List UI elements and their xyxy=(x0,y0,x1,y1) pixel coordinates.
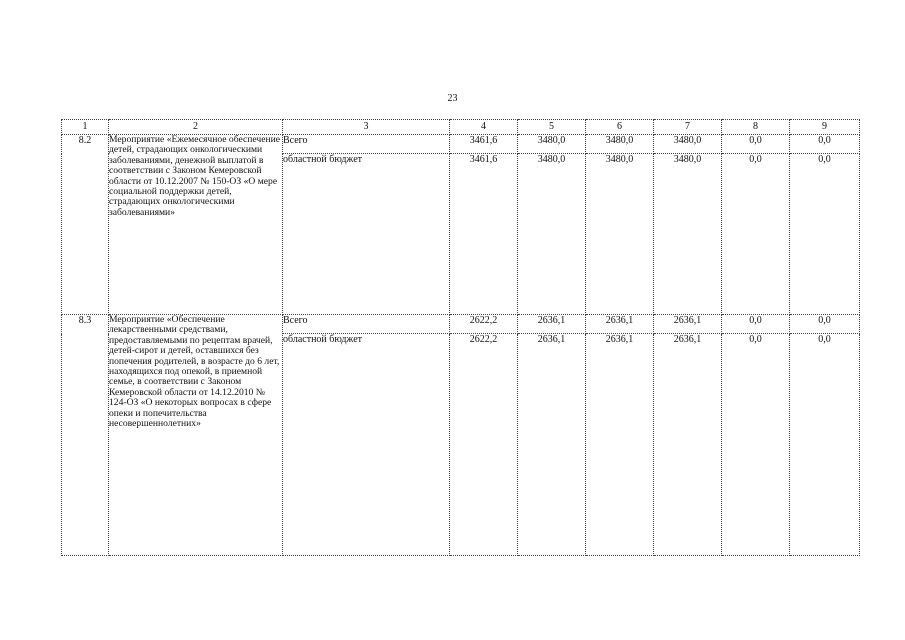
value-cell: 0,0 xyxy=(790,334,860,556)
value-cell: 2636,1 xyxy=(654,334,722,556)
header-cell: 7 xyxy=(654,120,722,135)
header-cell: 2 xyxy=(109,120,283,135)
value-cell: 2636,1 xyxy=(586,315,654,334)
header-cell: 6 xyxy=(586,120,654,135)
value-cell: 3480,0 xyxy=(586,135,654,154)
value-cell: 2622,2 xyxy=(450,315,518,334)
value-cell: 2636,1 xyxy=(518,334,586,556)
funding-source: Всего xyxy=(283,135,450,154)
value-cell: 0,0 xyxy=(722,135,790,154)
value-cell: 2636,1 xyxy=(586,334,654,556)
value-cell: 3480,0 xyxy=(654,154,722,315)
value-cell: 0,0 xyxy=(722,334,790,556)
value-cell: 3461,6 xyxy=(450,135,518,154)
funding-source: областной бюджет xyxy=(283,154,450,315)
value-cell: 3480,0 xyxy=(654,135,722,154)
header-cell: 8 xyxy=(722,120,790,135)
table-row xyxy=(62,315,860,334)
value-cell: 0,0 xyxy=(790,315,860,334)
item-description: Мероприятие «Обеспечение лекарственными средствами, предоставляемыми по рецептам врачей, детей-сирот и детей, оставшихся без попечения родителей, в возрасте до 6 лет, находящихся под опекой, в приемной семье, в соответствии с Законом Кемеровской области от 14.12.2010 № 124-ОЗ «О некоторых вопросах в сфере опеки и попечительства несовершеннолетних» xyxy=(109,315,283,556)
value-cell: 0,0 xyxy=(790,154,860,315)
header-cell: 9 xyxy=(790,120,860,135)
value-cell: 2636,1 xyxy=(654,315,722,334)
value-cell: 3480,0 xyxy=(518,154,586,315)
header-cell: 5 xyxy=(518,120,586,135)
page-number: 23 xyxy=(447,93,458,104)
table-row xyxy=(62,135,860,154)
program-funding-table xyxy=(61,119,860,556)
funding-source: областной бюджет xyxy=(283,334,450,556)
value-cell: 0,0 xyxy=(790,135,860,154)
table-header-row xyxy=(62,120,860,135)
value-cell: 3480,0 xyxy=(518,135,586,154)
value-cell: 2622,2 xyxy=(450,334,518,556)
value-cell: 3461,6 xyxy=(450,154,518,315)
item-number: 8.2 xyxy=(62,135,109,315)
value-cell: 3480,0 xyxy=(586,154,654,315)
header-cell: 3 xyxy=(283,120,450,135)
funding-source: Всего xyxy=(283,315,450,334)
header-cell: 4 xyxy=(450,120,518,135)
value-cell: 0,0 xyxy=(722,315,790,334)
value-cell: 0,0 xyxy=(722,154,790,315)
item-number: 8.3 xyxy=(62,315,109,556)
value-cell: 2636,1 xyxy=(518,315,586,334)
item-description: Мероприятие «Ежемесячное обеспечение детей, страдающих онкологическими заболеваниями, денежной выплатой в соответствии с Законом Кемеровской области от 10.12.2007 № 150-ОЗ «О мере социальной поддержки детей, страдающих онкологическими заболеваниями» xyxy=(109,135,283,315)
header-cell: 1 xyxy=(62,120,109,135)
